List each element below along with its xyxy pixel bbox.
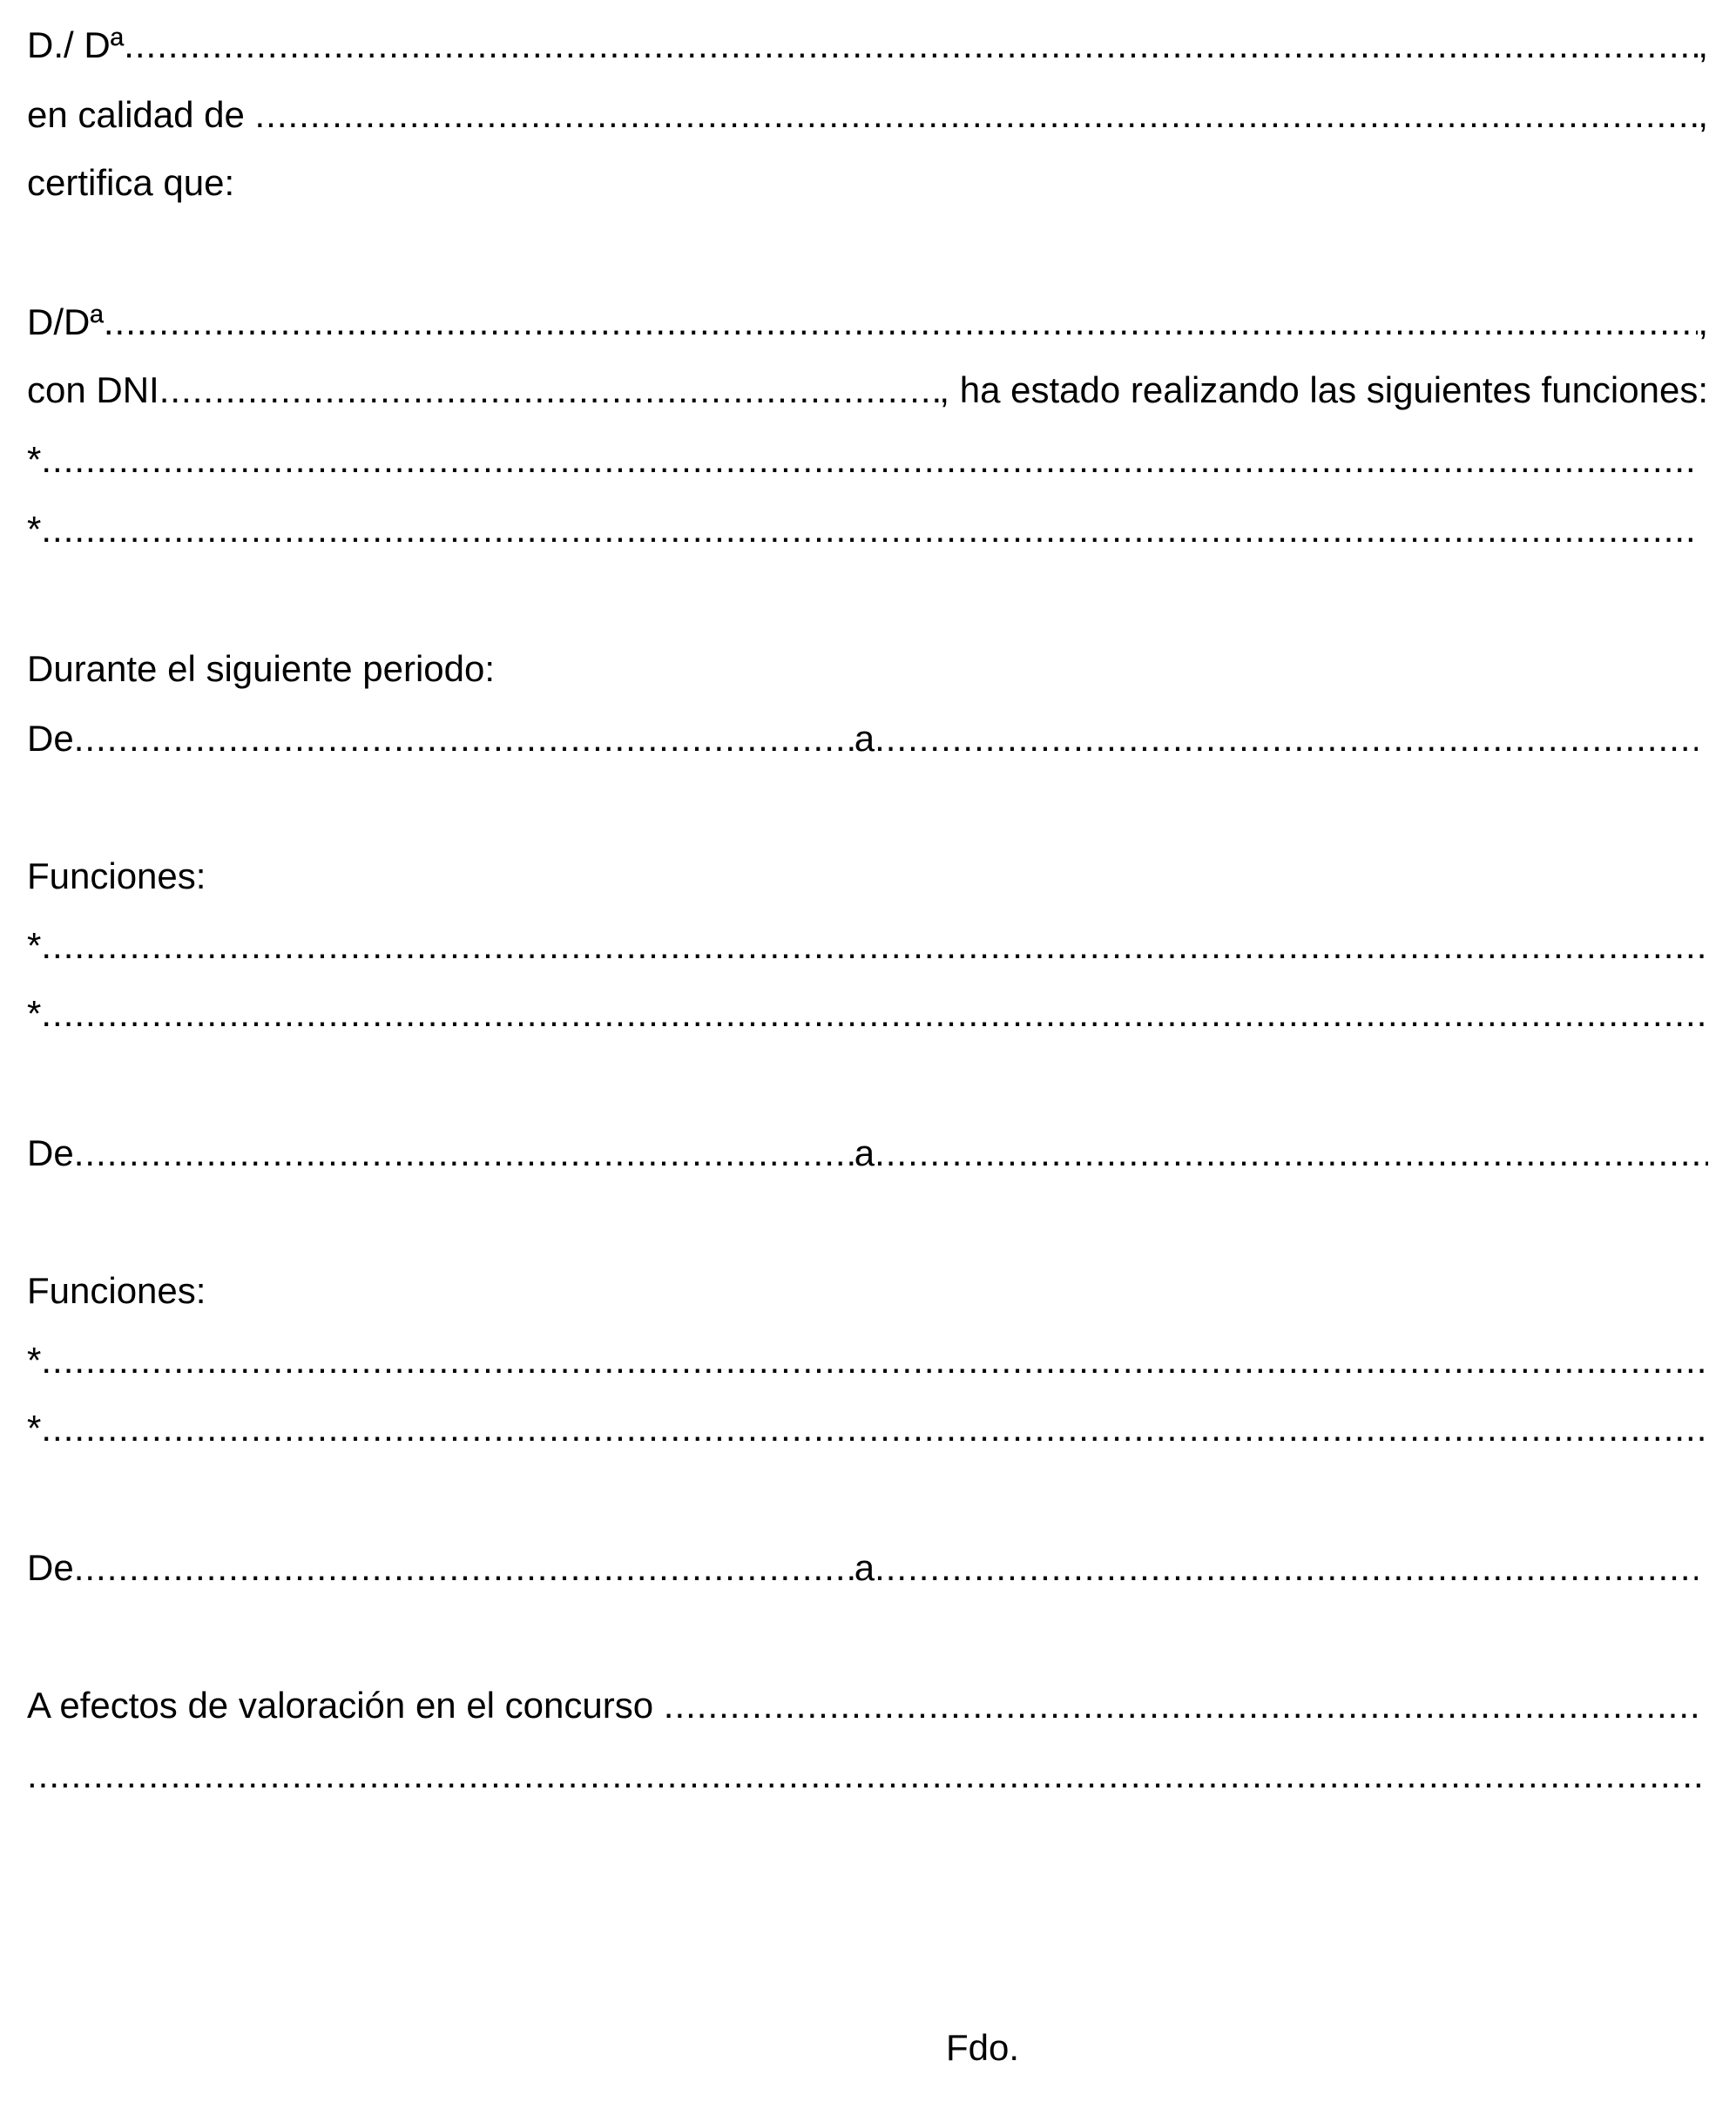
assessment-field[interactable] (664, 1679, 1698, 1732)
employee-function-field-1[interactable] (41, 434, 1698, 486)
period-intro-line (27, 643, 1708, 695)
period-to-label: a (854, 1132, 875, 1173)
bullet-asterisk: * (27, 509, 42, 550)
functions-label: Funciones: (27, 1270, 206, 1311)
bullet-asterisk: * (27, 993, 42, 1034)
certifier-role-line (27, 89, 1708, 141)
period-2-to-field[interactable] (875, 1127, 1708, 1179)
period-1-function-line (27, 920, 1708, 972)
line-end-comma: , (1698, 301, 1708, 342)
period-1-to-field[interactable] (875, 713, 1698, 765)
period-to-label: a (854, 1547, 875, 1588)
employee-function-line (27, 503, 1698, 556)
assessment-label: A efectos de valoración en el concurso (27, 1685, 664, 1726)
certifier-name-field[interactable] (124, 19, 1698, 71)
period-3-from-field[interactable] (74, 1542, 854, 1594)
period-from-label: De (27, 1547, 74, 1588)
line-end-comma: , (1698, 24, 1708, 65)
period-3-to-field[interactable] (875, 1542, 1698, 1594)
bullet-asterisk: * (27, 1408, 42, 1449)
assessment-field-continuation[interactable] (27, 1749, 1701, 1801)
assessment-line (27, 1679, 1698, 1732)
employee-dni-label: con DNI (27, 369, 159, 410)
certifier-role-field[interactable] (255, 89, 1699, 141)
functions-label: Funciones: (27, 855, 206, 896)
employee-name-line (27, 296, 1708, 348)
period-2-function-field-2[interactable] (41, 1402, 1708, 1455)
certifier-name-label: D./ Dª (27, 24, 125, 65)
assessment-continuation-line (27, 1749, 1701, 1801)
signature-label: Fdo. (946, 2027, 1020, 2068)
period-to-label: a (854, 718, 875, 759)
employee-dni-field[interactable] (159, 364, 940, 416)
employee-function-line (27, 434, 1698, 486)
period-2-line (27, 1127, 1708, 1179)
period-1-function-field-1[interactable] (41, 920, 1708, 972)
period-1-from-field[interactable] (74, 713, 854, 765)
period-2-function-line (27, 1335, 1708, 1387)
functions-heading-1 (27, 850, 1708, 902)
certifies-text: certifica que: (27, 162, 235, 203)
line-end-comma: , (1698, 94, 1708, 135)
bullet-asterisk: * (27, 439, 42, 480)
bullet-asterisk: * (27, 925, 42, 966)
period-1-function-line (27, 988, 1708, 1040)
employee-name-field[interactable] (104, 296, 1698, 348)
employee-dni-line (27, 364, 1708, 416)
period-2-function-line (27, 1402, 1708, 1455)
certifier-name-line (27, 19, 1708, 71)
period-1-function-field-2[interactable] (41, 988, 1708, 1040)
period-3-line (27, 1542, 1698, 1594)
employee-function-field-2[interactable] (41, 503, 1698, 556)
period-1-line (27, 713, 1698, 765)
employee-name-label: D/Dª (27, 301, 104, 342)
period-2-function-field-1[interactable] (41, 1335, 1708, 1387)
period-2-from-field[interactable] (74, 1127, 854, 1179)
period-from-label: De (27, 1132, 74, 1173)
functions-heading-2 (27, 1265, 1708, 1317)
certifier-role-label: en calidad de (27, 94, 255, 135)
employee-dni-suffix: , ha estado realizando las siguientes funciones: (939, 369, 1708, 410)
certifies-line (27, 157, 1708, 209)
period-from-label: De (27, 718, 74, 759)
bullet-asterisk: * (27, 1340, 42, 1381)
period-intro-text: Durante el siguiente periodo: (27, 648, 496, 689)
